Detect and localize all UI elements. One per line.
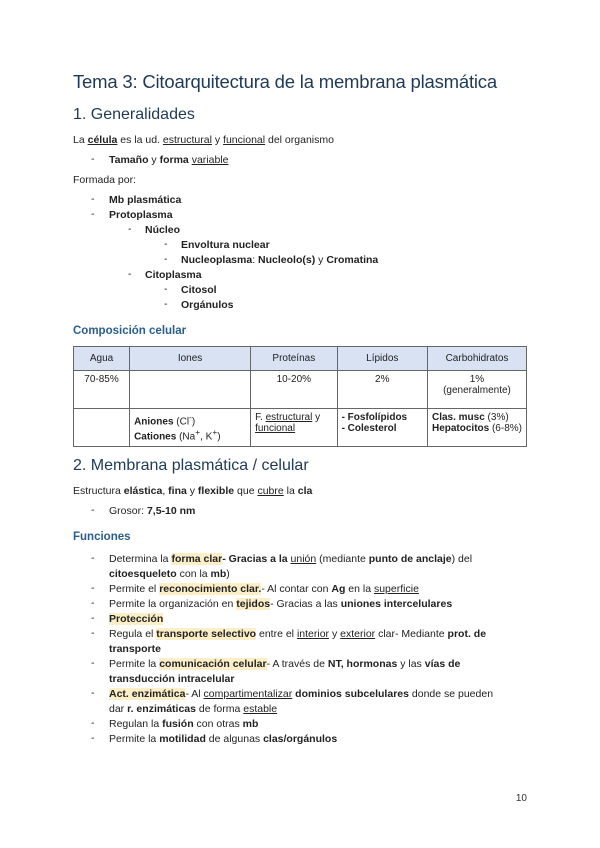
table-row bbox=[74, 371, 527, 409]
function-item-reconocimiento: Permite el reconocimiento clar.- Al contar con Ag en la superficie bbox=[109, 583, 419, 595]
bullet-dash: - bbox=[164, 238, 168, 250]
table-cell: 2% bbox=[337, 371, 427, 409]
bullet-dash: - bbox=[91, 687, 95, 699]
bullet-dash: - bbox=[91, 504, 95, 516]
bullet-dash: - bbox=[91, 597, 95, 609]
subheading-composicion: Composición celular bbox=[73, 325, 187, 337]
table-row bbox=[74, 409, 527, 447]
composition-table bbox=[73, 346, 527, 447]
subheading-funciones: Funciones bbox=[73, 531, 131, 543]
list-item-organulos: Orgánulos bbox=[181, 299, 234, 311]
bullet-dash: - bbox=[91, 627, 95, 639]
table-header: Lípidos bbox=[337, 347, 427, 371]
table-cell: 70-85% bbox=[74, 371, 130, 409]
function-item-transporte-cont: transporte bbox=[109, 643, 161, 655]
table-header: Agua bbox=[74, 347, 130, 371]
bullet-dash: - bbox=[164, 253, 168, 265]
list-item-mb: Mb plasmática bbox=[109, 194, 182, 206]
list-item-tamano: Tamaño y forma variable bbox=[109, 154, 229, 166]
table-header: Proteínas bbox=[251, 347, 338, 371]
list-item-citosol: Citosol bbox=[181, 284, 217, 296]
list-item-nucleo: Núcleo bbox=[145, 224, 181, 236]
page-number: 10 bbox=[515, 793, 527, 804]
table-header-row bbox=[74, 347, 527, 371]
table-cell: 1% (generalmente) bbox=[427, 371, 526, 409]
bullet-dash: - bbox=[91, 612, 95, 624]
bullet-dash: - bbox=[91, 717, 95, 729]
bullet-dash: - bbox=[91, 582, 95, 594]
list-item-nucleoplasma: Nucleoplasma: Nucleolo(s) y Cromatina bbox=[181, 254, 379, 266]
bullet-dash: - bbox=[91, 657, 95, 669]
function-item-transporte: Regula el transporte selectivo entre el interior y exterior clar- Mediante prot. de bbox=[109, 628, 487, 640]
formada-text: Formada por: bbox=[73, 174, 137, 186]
function-item-tejidos: Permite la organización en tejidos- Gracias a las uniones intercelulares bbox=[109, 598, 453, 610]
grosor-item: Grosor: 7,5-10 nm bbox=[109, 505, 196, 517]
section-heading-generalidades: 1. Generalidades bbox=[73, 106, 195, 123]
function-item-forma: Determina la forma clar- Gracias a la unión (mediante punto de anclaje) del bbox=[109, 553, 473, 565]
page-title: Tema 3: Citoarquitectura de la membrana plasmática bbox=[73, 71, 497, 92]
list-item-envoltura: Envoltura nuclear bbox=[181, 239, 270, 251]
list-item-citoplasma: Citoplasma bbox=[145, 269, 202, 281]
bullet-dash: - bbox=[128, 268, 132, 280]
function-item-proteccion: Protección bbox=[109, 613, 164, 625]
list-item-protoplasma: Protoplasma bbox=[109, 209, 173, 221]
function-item-comunicacion-cont: transducción intracelular bbox=[109, 673, 235, 685]
intro-text: La célula es la ud. estructural y funcional del organismo bbox=[73, 134, 334, 146]
function-item-comunicacion: Permite la comunicación celular- A través de NT, hormonas y las vías de bbox=[109, 658, 461, 670]
estructura-text: Estructura elástica, fina y flexible que cubre la cla bbox=[73, 485, 313, 497]
table-cell: Clas. musc (3%) Hepatocitos (6-8%) bbox=[427, 409, 526, 447]
bullet-dash: - bbox=[91, 732, 95, 744]
bullet-dash: - bbox=[91, 208, 95, 220]
function-item-enzimatica-cont: dar r. enzimáticas de forma estable bbox=[109, 703, 278, 715]
function-item-forma-cont: citoesqueleto con la mb) bbox=[109, 568, 230, 580]
table-cell: 10-20% bbox=[251, 371, 338, 409]
bullet-dash: - bbox=[91, 153, 95, 165]
table-cell: F. estructural y funcional bbox=[251, 409, 338, 447]
table-cell: Aniones (Cl-) Cationes (Na+, K+) bbox=[130, 409, 251, 447]
bullet-dash: - bbox=[164, 283, 168, 295]
function-item-enzimatica: Act. enzimática- Al compartimentalizar dominios subcelulares donde se pueden bbox=[109, 688, 494, 700]
function-item-motilidad: Permite la motilidad de algunas clas/orgánulos bbox=[109, 733, 338, 745]
table-cell bbox=[130, 371, 251, 409]
section-heading-membrana: 2. Membrana plasmática / celular bbox=[73, 457, 309, 474]
bullet-dash: - bbox=[164, 298, 168, 310]
bullet-dash: - bbox=[128, 223, 132, 235]
table-header: Carbohidratos bbox=[427, 347, 526, 371]
function-item-fusion: Regulan la fusión con otras mb bbox=[109, 718, 259, 730]
table-cell bbox=[74, 409, 130, 447]
bullet-dash: - bbox=[91, 193, 95, 205]
table-cell: - Fosfolípidos - Colesterol bbox=[337, 409, 427, 447]
bullet-dash: - bbox=[91, 552, 95, 564]
table-header: Iones bbox=[130, 347, 251, 371]
